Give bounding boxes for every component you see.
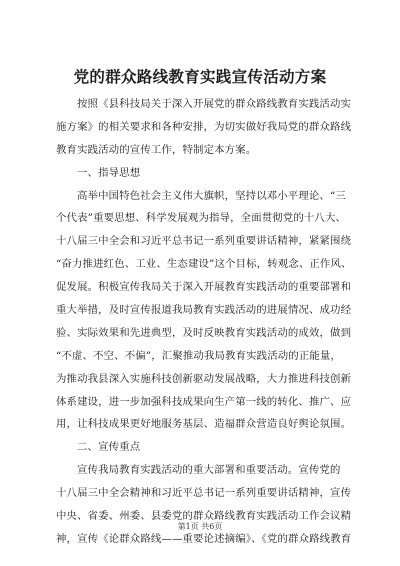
paragraph-line: 高举中国特色社会主义伟大旗帜，坚持以邓小平理论、“三 [77, 189, 346, 202]
paragraph-line: 宣传我局教育实践活动的重大部署和重要活动。宣传党的 [77, 464, 341, 477]
section-heading: 二、宣传重点 [77, 441, 141, 454]
paragraph-line: 重大举措，及时宣传报道我局教育实践活动的进展情况、成功经 [56, 304, 352, 317]
section-heading: 一、指导思想 [77, 166, 141, 179]
document-body [56, 93, 356, 551]
page-number-footer: 第1页 共6页 [177, 522, 223, 531]
paragraph-line: 教育实践活动的宣传工作，特制定本方案。 [56, 143, 257, 156]
paragraph-line: 为推动我县深入实施科技创新驱动发展战略，大力推进科技创新 [56, 372, 352, 385]
paragraph-line: 个代表”重要思想、科学发展观为指导，全面贯彻党的十八大、 [56, 212, 347, 225]
paragraph-line: 用，让科技成果更好地服务基层、造福群众营造良好舆论氛围。 [56, 418, 352, 431]
paragraph-line: 十八届三中全会精神和习近平总书记一系列重要讲话精神，宣传 [56, 487, 352, 500]
document-title: 党的群众路线教育实践宣传活动方案 [73, 67, 327, 86]
paragraph-line: “不虚、不空、不偏”，汇聚推动我局教育实践活动的正能量， [56, 349, 341, 362]
paragraph-line: 十八届三中全会和习近平总书记一系列重要讲话精神，紧紧围绕 [56, 235, 352, 248]
paragraph-line: 神，宣传《论群众路线——重要论述摘编》、《党的群众路线教育 [56, 532, 352, 545]
paragraph-line: 验、实际效果和先进典型，及时反映教育实践活动的成效，做到 [56, 326, 352, 339]
paragraph-line: 促发展。积极宣传我局关于深入开展教育实践活动的重要部署和 [56, 281, 352, 294]
paragraph-line: 中央、省委、州委、县委党的群众路线教育实践活动工作会议精 [56, 510, 352, 523]
paragraph-line: “奋力推进红色、工业、生态建设”这个目标，转观念、正作风、 [56, 258, 352, 271]
paragraph-line: 按照《县科技局关于深入开展党的群众路线教育实践活动实 [77, 98, 352, 110]
paragraph-line: 施方案》的相关要求和各种安排，为切实做好我局党的群众路线 [56, 120, 352, 133]
paragraph-line: 体系建设，进一步加强科技成果向生产第一线的转化、推广、应 [56, 395, 352, 408]
